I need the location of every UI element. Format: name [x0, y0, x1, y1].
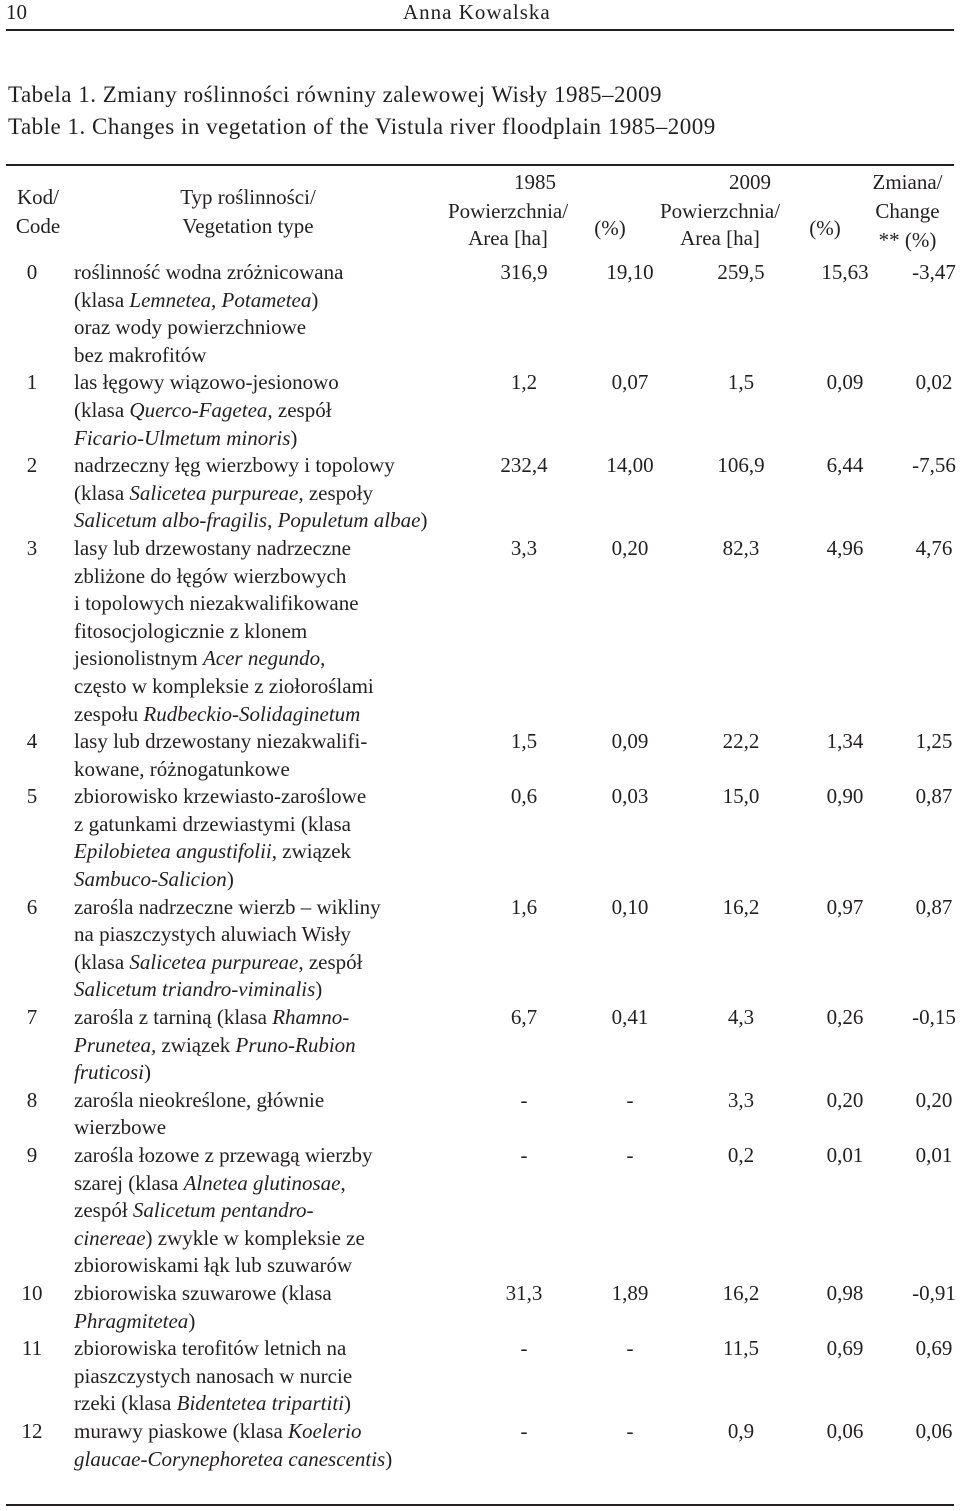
type-line: zbiorowisko krzewiasto-zaroślowe	[74, 784, 367, 809]
row-vegetation-type	[64, 894, 474, 1004]
row-area-1985: 232,4	[500, 453, 548, 478]
row-area-1985: 31,3	[505, 1280, 543, 1305]
type-line: rzeki (klasa Bidentetea tripartiti)	[74, 1391, 352, 1416]
type-line: (klasa Querco-Fagetea, zespół	[74, 397, 332, 422]
type-line: oraz wody powierzchniowe	[74, 315, 307, 340]
row-vegetation-type	[64, 535, 474, 728]
row-area-1985: 316,9	[500, 260, 548, 284]
type-line: fitosocjologicznie z klonem	[74, 618, 308, 643]
row-area-2009: 16,2	[722, 1280, 760, 1305]
type-line: Epilobietea angustifolii, związek	[74, 839, 352, 864]
row-area-2009: 1,5	[727, 370, 755, 395]
header-area-2009-pl: Powierzchnia/	[659, 199, 781, 223]
row-pct-2009: 0,06	[826, 1418, 864, 1443]
header-vegetation-type	[148, 183, 348, 241]
type-line: jesionolistnym Acer negundo,	[74, 646, 326, 671]
running-header	[0, 0, 960, 26]
table-row	[0, 728, 960, 783]
table-top-rule	[6, 164, 954, 166]
row-pct-1985: 1,89	[611, 1280, 649, 1305]
type-line: kowane, różnogatunkowe	[74, 756, 290, 781]
row-change: 0,01	[915, 1143, 953, 1167]
table-row	[0, 452, 960, 535]
row-pct-2009: 0,26	[826, 1005, 864, 1030]
type-line: cinereae) zwykle w kompleksie ze	[74, 1225, 365, 1250]
table-row	[0, 369, 960, 452]
row-area-2009: 0,9	[727, 1418, 755, 1443]
header-area-2009-en: Area [ha]	[680, 226, 760, 250]
row-change: 0,69	[915, 1336, 953, 1361]
row-change: -7,56	[912, 453, 956, 478]
row-pct-1985: 0,10	[611, 894, 649, 919]
type-line: zbiorowiska szuwarowe (klasa	[74, 1280, 332, 1305]
header-pct-1985: (%)	[594, 216, 626, 240]
table-row	[0, 1142, 960, 1280]
row-change: 1,25	[915, 729, 953, 754]
type-line: fruticosi)	[74, 1060, 152, 1085]
row-area-2009: 11,5	[723, 1336, 759, 1361]
type-line: piaszczystych nanosach w nurcie	[74, 1363, 353, 1388]
row-pct-2009: 15,63	[821, 260, 869, 284]
type-line: Phragmitetea)	[74, 1308, 196, 1333]
header-area-1985-pl: Powierzchnia/	[447, 199, 569, 223]
row-change: 0,87	[915, 894, 953, 919]
type-line: Sambuco-Salicion)	[74, 867, 234, 892]
type-line: zarośla nadrzeczne wierzb – wikliny	[74, 894, 381, 919]
row-area-1985: 1,2	[510, 370, 538, 395]
header-change-en: Change	[875, 199, 940, 223]
row-pct-1985: 0,20	[611, 535, 649, 560]
row-code: 2	[26, 453, 38, 478]
row-change: 4,76	[915, 535, 953, 560]
type-line: roślinność wodna zróżnicowana	[74, 260, 344, 284]
type-line: zespołu Rudbeckio-Solidaginetum	[74, 701, 361, 726]
type-line: zarośla nieokreślone, głównie	[74, 1087, 325, 1112]
header-pct-2009: (%)	[809, 216, 841, 240]
type-line: bez makrofitów	[74, 342, 207, 367]
row-pct-1985: 19,10	[606, 260, 654, 284]
row-vegetation-type	[64, 1418, 474, 1473]
header-area-1985-en: Area [ha]	[468, 226, 548, 250]
row-code: 1	[26, 370, 38, 395]
row-vegetation-type	[64, 1280, 474, 1335]
type-line: Ficario-Ulmetum minoris)	[74, 425, 298, 450]
type-line: z gatunkami drzewiastymi (klasa	[74, 811, 351, 836]
type-line: (klasa Salicetea purpureae, zespół	[74, 949, 363, 974]
type-line: zbliżone do łęgów wierzbowych	[74, 563, 347, 588]
row-code: 3	[26, 535, 38, 560]
row-area-2009: 106,9	[717, 453, 765, 478]
type-line: Salicetum triandro-viminalis)	[74, 977, 323, 1002]
header-code	[8, 183, 68, 241]
row-code: 7	[26, 1005, 38, 1030]
table-row	[0, 1280, 960, 1335]
row-vegetation-type	[64, 1335, 474, 1418]
row-area-1985: 0,6	[510, 784, 538, 809]
row-pct-2009: 0,09	[826, 370, 864, 395]
type-line: nadrzeczny łęg wierzbowy i topolowy	[74, 453, 395, 478]
table-row	[0, 535, 960, 728]
header-change-pl: Zmiana/	[872, 170, 943, 194]
row-vegetation-type	[64, 1087, 474, 1142]
row-area-2009: 82,3	[722, 535, 760, 560]
type-line: szarej (klasa Alnetea glutinosae,	[74, 1170, 346, 1195]
type-line: na piaszczystych aluwiach Wisły	[74, 922, 351, 947]
header-code-en: Code	[15, 214, 61, 238]
type-line: Salicetum albo-fragilis, Populetum albae)	[74, 508, 428, 533]
row-pct-2009: 0,98	[826, 1280, 864, 1305]
type-line: (klasa Lemnetea, Potametea)	[74, 287, 319, 312]
row-pct-1985: -	[626, 1143, 634, 1167]
row-pct-1985: -	[626, 1336, 634, 1361]
row-area-2009: 0,2	[727, 1143, 755, 1167]
row-vegetation-type	[64, 1004, 474, 1087]
type-line: las łęgowy wiązowo-jesionowo	[74, 370, 339, 395]
row-vegetation-type	[64, 259, 474, 369]
row-change: -3,47	[912, 260, 956, 284]
type-line: lasy lub drzewostany nadrzeczne	[74, 535, 351, 560]
table-row	[0, 1418, 960, 1473]
row-pct-2009: 0,20	[826, 1087, 864, 1112]
row-code: 12	[21, 1418, 43, 1443]
header-area-2009	[640, 198, 800, 252]
row-code: 5	[26, 784, 38, 809]
row-vegetation-type	[64, 1142, 474, 1280]
type-line: i topolowych niezakwalifikowane	[74, 591, 359, 616]
table-row	[0, 1087, 960, 1142]
row-area-2009: 22,2	[722, 729, 760, 754]
row-pct-2009: 1,34	[826, 729, 864, 754]
type-line: wierzbowe	[74, 1115, 167, 1140]
table-row	[0, 1335, 960, 1418]
header-change	[855, 168, 960, 255]
row-area-2009: 15,0	[722, 784, 760, 809]
table-row	[0, 259, 960, 369]
row-pct-1985: 0,09	[611, 729, 649, 754]
row-area-1985: 3,3	[510, 535, 538, 560]
type-line: glaucae-Corynephoretea canescentis)	[74, 1446, 393, 1471]
header-type-en: Vegetation type	[182, 214, 314, 238]
row-code: 0	[26, 260, 38, 284]
row-change: 0,87	[915, 784, 953, 809]
author-name: Anna Kowalska	[403, 0, 551, 24]
type-line: murawy piaskowe (klasa Koelerio	[74, 1418, 362, 1443]
page-number: 10	[6, 0, 27, 24]
row-pct-1985: -	[626, 1087, 634, 1112]
row-vegetation-type	[64, 369, 474, 452]
row-code: 11	[21, 1336, 43, 1361]
type-line: zarośla łozowe z przewagą wierzby	[74, 1143, 373, 1167]
row-vegetation-type	[64, 783, 474, 893]
type-line: zbiorowiskami łąk lub szuwarów	[74, 1253, 353, 1278]
table-body	[0, 259, 960, 1473]
row-pct-1985: -	[626, 1418, 634, 1443]
type-line: zespół Salicetum pentandro-	[74, 1198, 314, 1223]
row-pct-2009: 4,96	[826, 535, 864, 560]
row-area-2009: 259,5	[717, 260, 765, 284]
row-pct-2009: 0,97	[826, 894, 864, 919]
row-area-2009: 3,3	[727, 1087, 755, 1112]
row-pct-2009: 6,44	[826, 453, 864, 478]
row-change: 0,06	[915, 1418, 953, 1443]
header-year-1985: 1985	[514, 170, 556, 194]
type-line: (klasa Salicetea purpureae, zespoły	[74, 480, 373, 505]
header-change-unit: ** (%)	[878, 228, 937, 252]
row-pct-2009: 0,90	[826, 784, 864, 809]
row-area-2009: 4,3	[727, 1005, 755, 1030]
header-area-1985	[428, 198, 588, 252]
table-row	[0, 783, 960, 893]
header-year-2009: 2009	[729, 170, 771, 194]
header-type-pl: Typ roślinności/	[180, 185, 316, 209]
row-code: 4	[26, 729, 38, 754]
table-caption-pl: Tabela 1. Zmiany roślinności równiny zalewowej Wisły 1985–2009	[8, 82, 663, 107]
row-code: 9	[26, 1143, 38, 1167]
type-line: lasy lub drzewostany niezakwalifi-	[74, 729, 368, 754]
row-pct-2009: 0,69	[826, 1336, 864, 1361]
row-pct-1985: 0,41	[611, 1005, 649, 1030]
row-code: 10	[21, 1280, 43, 1305]
row-area-1985: -	[520, 1418, 528, 1443]
table-row	[0, 894, 960, 1004]
row-area-1985: -	[520, 1143, 528, 1167]
table-caption-en: Table 1. Changes in vegetation of the Vistula river floodplain 1985–2009	[8, 114, 716, 139]
header-code-pl: Kod/	[17, 185, 59, 209]
table-row	[0, 1004, 960, 1087]
row-change: -0,15	[912, 1005, 956, 1030]
row-area-1985: 1,5	[510, 729, 538, 754]
type-line: zbiorowiska terofitów letnich na	[74, 1336, 347, 1361]
header-rule	[6, 29, 954, 31]
table-bottom-rule	[6, 1504, 954, 1506]
row-pct-1985: 0,03	[611, 784, 649, 809]
type-line: zarośla z tarniną (klasa Rhamno-	[74, 1005, 350, 1030]
row-area-1985: -	[520, 1336, 528, 1361]
row-code: 8	[26, 1087, 38, 1112]
type-line: Prunetea, związek Pruno-Rubion	[74, 1032, 356, 1057]
row-area-2009: 16,2	[722, 894, 760, 919]
row-vegetation-type	[64, 728, 474, 783]
row-pct-1985: 0,07	[611, 370, 649, 395]
row-pct-2009: 0,01	[826, 1143, 864, 1167]
row-pct-1985: 14,00	[606, 453, 654, 478]
row-area-1985: 6,7	[510, 1005, 538, 1030]
row-code: 6	[26, 894, 38, 919]
row-area-1985: -	[520, 1087, 528, 1112]
row-change: 0,20	[915, 1087, 953, 1112]
row-vegetation-type	[64, 452, 474, 535]
row-change: 0,02	[915, 370, 953, 395]
row-area-1985: 1,6	[510, 894, 538, 919]
row-change: -0,91	[912, 1280, 956, 1305]
type-line: często w kompleksie z ziołoroślami	[74, 673, 374, 698]
